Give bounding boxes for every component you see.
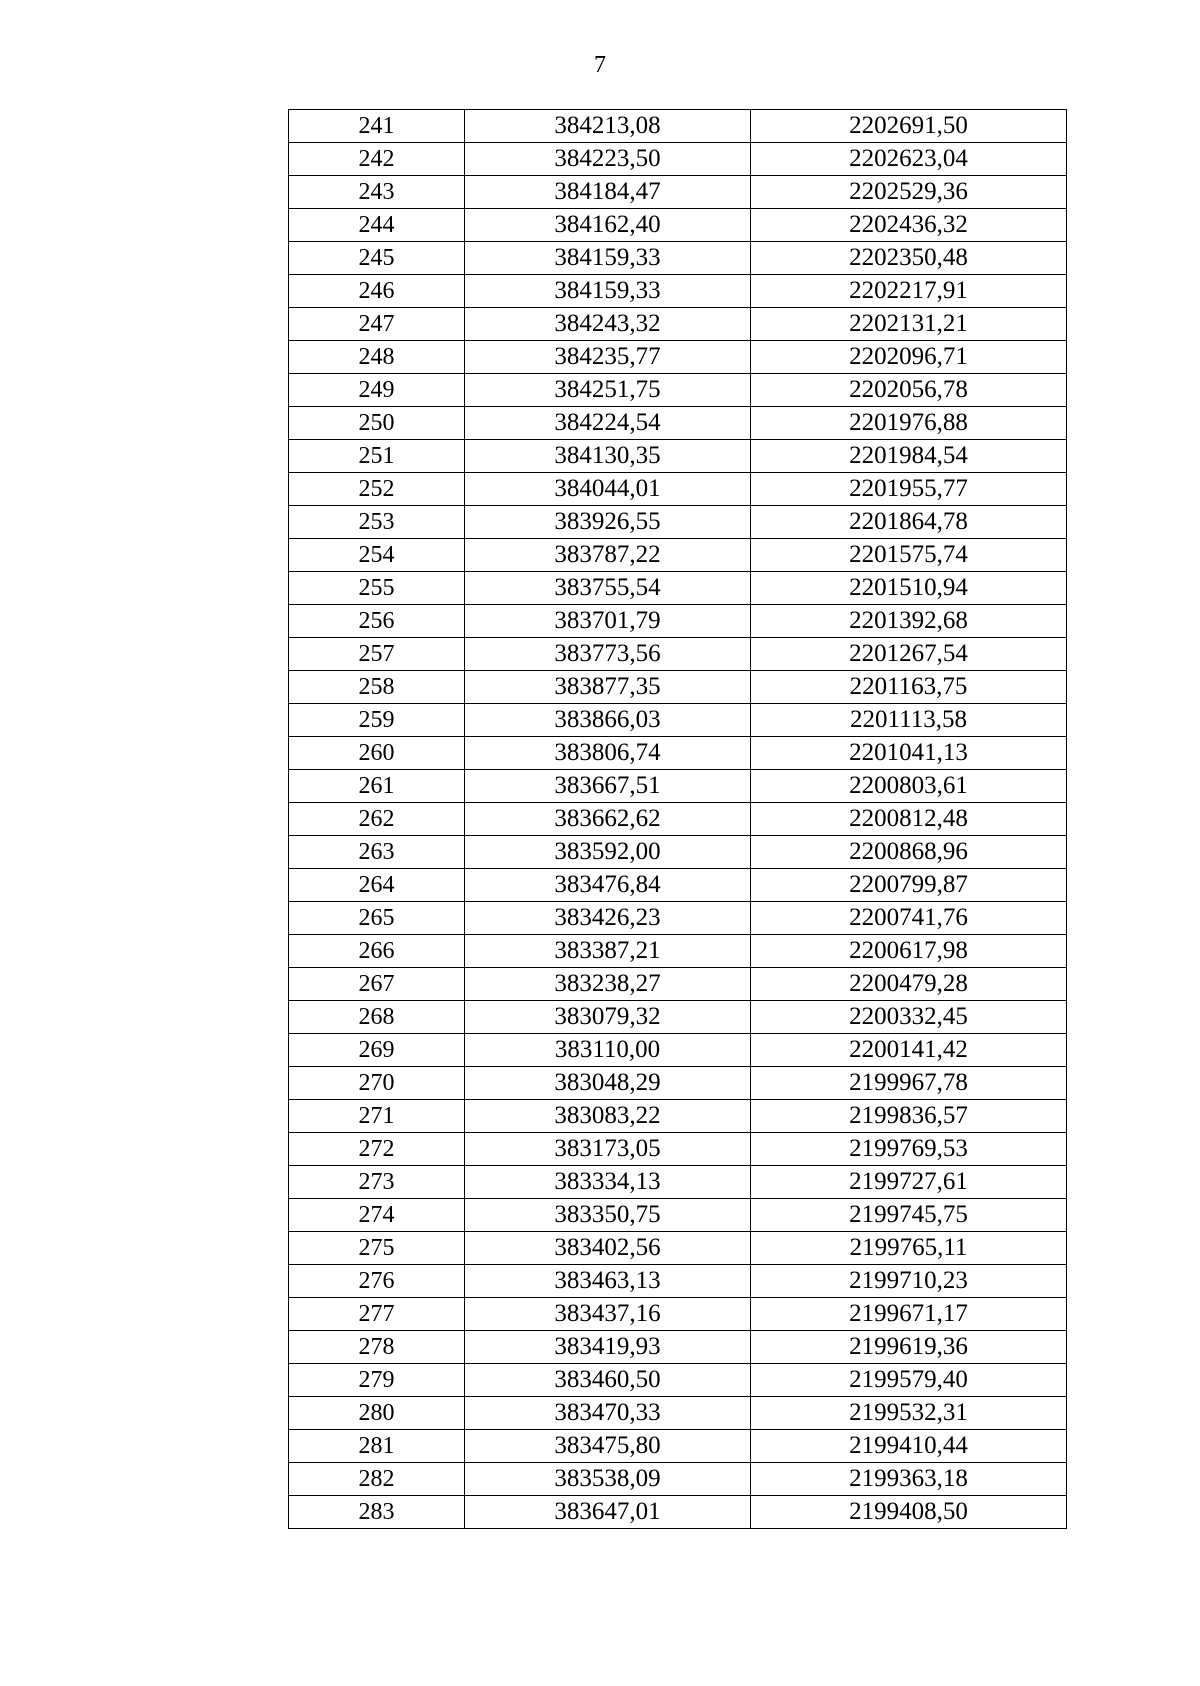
point-number-cell: 254 (289, 539, 465, 572)
x-coordinate-cell: 383755,54 (465, 572, 751, 605)
x-coordinate-cell: 383460,50 (465, 1364, 751, 1397)
y-coordinate-cell: 2202691,50 (751, 110, 1067, 143)
x-coordinate-cell: 384044,01 (465, 473, 751, 506)
x-coordinate-cell: 383926,55 (465, 506, 751, 539)
point-number-cell: 260 (289, 737, 465, 770)
coordinates-table (288, 109, 1067, 1529)
x-coordinate-cell: 384235,77 (465, 341, 751, 374)
table-row (289, 737, 1067, 770)
x-coordinate-cell: 384224,54 (465, 407, 751, 440)
y-coordinate-cell: 2201575,74 (751, 539, 1067, 572)
y-coordinate-cell: 2200332,45 (751, 1001, 1067, 1034)
y-coordinate-cell: 2199410,44 (751, 1430, 1067, 1463)
table-row (289, 1265, 1067, 1298)
point-number-cell: 275 (289, 1232, 465, 1265)
table-row (289, 1463, 1067, 1496)
point-number-cell: 269 (289, 1034, 465, 1067)
point-number-cell: 267 (289, 968, 465, 1001)
table-row (289, 935, 1067, 968)
table-row (289, 110, 1067, 143)
page-number: 7 (594, 52, 606, 78)
y-coordinate-cell: 2199408,50 (751, 1496, 1067, 1529)
table-row (289, 374, 1067, 407)
point-number-cell: 271 (289, 1100, 465, 1133)
table-row (289, 638, 1067, 671)
x-coordinate-cell: 383079,32 (465, 1001, 751, 1034)
x-coordinate-cell: 384223,50 (465, 143, 751, 176)
point-number-cell: 241 (289, 110, 465, 143)
table-row (289, 1397, 1067, 1430)
point-number-cell: 282 (289, 1463, 465, 1496)
point-number-cell: 263 (289, 836, 465, 869)
y-coordinate-cell: 2202056,78 (751, 374, 1067, 407)
y-coordinate-cell: 2202096,71 (751, 341, 1067, 374)
table-row (289, 869, 1067, 902)
table-row (289, 968, 1067, 1001)
point-number-cell: 276 (289, 1265, 465, 1298)
table-row (289, 671, 1067, 704)
table-row (289, 1430, 1067, 1463)
x-coordinate-cell: 383647,01 (465, 1496, 751, 1529)
table-row (289, 1496, 1067, 1529)
point-number-cell: 249 (289, 374, 465, 407)
x-coordinate-cell: 383387,21 (465, 935, 751, 968)
table-row (289, 242, 1067, 275)
x-coordinate-cell: 383238,27 (465, 968, 751, 1001)
x-coordinate-cell: 384243,32 (465, 308, 751, 341)
point-number-cell: 242 (289, 143, 465, 176)
x-coordinate-cell: 383476,84 (465, 869, 751, 902)
y-coordinate-cell: 2202131,21 (751, 308, 1067, 341)
x-coordinate-cell: 383787,22 (465, 539, 751, 572)
y-coordinate-cell: 2199727,61 (751, 1166, 1067, 1199)
table-row (289, 1166, 1067, 1199)
point-number-cell: 255 (289, 572, 465, 605)
x-coordinate-cell: 383877,35 (465, 671, 751, 704)
point-number-cell: 274 (289, 1199, 465, 1232)
point-number-cell: 278 (289, 1331, 465, 1364)
table-row (289, 176, 1067, 209)
point-number-cell: 246 (289, 275, 465, 308)
y-coordinate-cell: 2199579,40 (751, 1364, 1067, 1397)
point-number-cell: 264 (289, 869, 465, 902)
point-number-cell: 248 (289, 341, 465, 374)
coordinates-table-body (289, 110, 1067, 1529)
x-coordinate-cell: 384162,40 (465, 209, 751, 242)
x-coordinate-cell: 384213,08 (465, 110, 751, 143)
table-row (289, 209, 1067, 242)
table-row (289, 1232, 1067, 1265)
x-coordinate-cell: 383083,22 (465, 1100, 751, 1133)
y-coordinate-cell: 2201955,77 (751, 473, 1067, 506)
point-number-cell: 270 (289, 1067, 465, 1100)
point-number-cell: 251 (289, 440, 465, 473)
y-coordinate-cell: 2202217,91 (751, 275, 1067, 308)
x-coordinate-cell: 384159,33 (465, 242, 751, 275)
x-coordinate-cell: 384130,35 (465, 440, 751, 473)
y-coordinate-cell: 2201113,58 (751, 704, 1067, 737)
y-coordinate-cell: 2199532,31 (751, 1397, 1067, 1430)
point-number-cell: 265 (289, 902, 465, 935)
y-coordinate-cell: 2201976,88 (751, 407, 1067, 440)
point-number-cell: 272 (289, 1133, 465, 1166)
table-row (289, 1100, 1067, 1133)
y-coordinate-cell: 2199836,57 (751, 1100, 1067, 1133)
y-coordinate-cell: 2202529,36 (751, 176, 1067, 209)
table-row (289, 539, 1067, 572)
table-row (289, 1001, 1067, 1034)
table-row (289, 308, 1067, 341)
x-coordinate-cell: 383806,74 (465, 737, 751, 770)
y-coordinate-cell: 2200741,76 (751, 902, 1067, 935)
y-coordinate-cell: 2202350,48 (751, 242, 1067, 275)
x-coordinate-cell: 383350,75 (465, 1199, 751, 1232)
x-coordinate-cell: 383701,79 (465, 605, 751, 638)
table-row (289, 341, 1067, 374)
table-row (289, 1067, 1067, 1100)
table-row (289, 407, 1067, 440)
table-row (289, 1331, 1067, 1364)
y-coordinate-cell: 2200868,96 (751, 836, 1067, 869)
y-coordinate-cell: 2201041,13 (751, 737, 1067, 770)
y-coordinate-cell: 2200803,61 (751, 770, 1067, 803)
table-row (289, 803, 1067, 836)
x-coordinate-cell: 384159,33 (465, 275, 751, 308)
x-coordinate-cell: 383173,05 (465, 1133, 751, 1166)
table-row (289, 572, 1067, 605)
x-coordinate-cell: 383048,29 (465, 1067, 751, 1100)
point-number-cell: 257 (289, 638, 465, 671)
y-coordinate-cell: 2199710,23 (751, 1265, 1067, 1298)
point-number-cell: 262 (289, 803, 465, 836)
y-coordinate-cell: 2201392,68 (751, 605, 1067, 638)
point-number-cell: 250 (289, 407, 465, 440)
table-row (289, 902, 1067, 935)
x-coordinate-cell: 383463,13 (465, 1265, 751, 1298)
point-number-cell: 273 (289, 1166, 465, 1199)
y-coordinate-cell: 2201163,75 (751, 671, 1067, 704)
point-number-cell: 253 (289, 506, 465, 539)
table-row (289, 143, 1067, 176)
y-coordinate-cell: 2202436,32 (751, 209, 1067, 242)
y-coordinate-cell: 2200141,42 (751, 1034, 1067, 1067)
y-coordinate-cell: 2199765,11 (751, 1232, 1067, 1265)
point-number-cell: 277 (289, 1298, 465, 1331)
x-coordinate-cell: 383470,33 (465, 1397, 751, 1430)
point-number-cell: 279 (289, 1364, 465, 1397)
y-coordinate-cell: 2199769,53 (751, 1133, 1067, 1166)
y-coordinate-cell: 2199619,36 (751, 1331, 1067, 1364)
table-row (289, 836, 1067, 869)
x-coordinate-cell: 383110,00 (465, 1034, 751, 1067)
table-row (289, 1199, 1067, 1232)
point-number-cell: 252 (289, 473, 465, 506)
y-coordinate-cell: 2201984,54 (751, 440, 1067, 473)
point-number-cell: 258 (289, 671, 465, 704)
table-row (289, 770, 1067, 803)
y-coordinate-cell: 2200812,48 (751, 803, 1067, 836)
x-coordinate-cell: 383773,56 (465, 638, 751, 671)
y-coordinate-cell: 2201510,94 (751, 572, 1067, 605)
point-number-cell: 281 (289, 1430, 465, 1463)
table-row (289, 473, 1067, 506)
y-coordinate-cell: 2199363,18 (751, 1463, 1067, 1496)
x-coordinate-cell: 383592,00 (465, 836, 751, 869)
point-number-cell: 261 (289, 770, 465, 803)
table-row (289, 704, 1067, 737)
y-coordinate-cell: 2200617,98 (751, 935, 1067, 968)
y-coordinate-cell: 2200799,87 (751, 869, 1067, 902)
x-coordinate-cell: 383667,51 (465, 770, 751, 803)
y-coordinate-cell: 2199967,78 (751, 1067, 1067, 1100)
x-coordinate-cell: 383334,13 (465, 1166, 751, 1199)
table-row (289, 1034, 1067, 1067)
table-row (289, 605, 1067, 638)
point-number-cell: 243 (289, 176, 465, 209)
x-coordinate-cell: 383662,62 (465, 803, 751, 836)
point-number-cell: 283 (289, 1496, 465, 1529)
point-number-cell: 266 (289, 935, 465, 968)
point-number-cell: 256 (289, 605, 465, 638)
x-coordinate-cell: 383538,09 (465, 1463, 751, 1496)
x-coordinate-cell: 383402,56 (465, 1232, 751, 1265)
x-coordinate-cell: 383475,80 (465, 1430, 751, 1463)
table-row (289, 1298, 1067, 1331)
x-coordinate-cell: 383437,16 (465, 1298, 751, 1331)
y-coordinate-cell: 2202623,04 (751, 143, 1067, 176)
y-coordinate-cell: 2201864,78 (751, 506, 1067, 539)
x-coordinate-cell: 384251,75 (465, 374, 751, 407)
y-coordinate-cell: 2201267,54 (751, 638, 1067, 671)
point-number-cell: 259 (289, 704, 465, 737)
point-number-cell: 244 (289, 209, 465, 242)
table-row (289, 440, 1067, 473)
x-coordinate-cell: 384184,47 (465, 176, 751, 209)
point-number-cell: 280 (289, 1397, 465, 1430)
y-coordinate-cell: 2199745,75 (751, 1199, 1067, 1232)
table-row (289, 1133, 1067, 1166)
table-row (289, 506, 1067, 539)
y-coordinate-cell: 2199671,17 (751, 1298, 1067, 1331)
table-row (289, 275, 1067, 308)
x-coordinate-cell: 383866,03 (465, 704, 751, 737)
x-coordinate-cell: 383426,23 (465, 902, 751, 935)
point-number-cell: 245 (289, 242, 465, 275)
table-row (289, 1364, 1067, 1397)
y-coordinate-cell: 2200479,28 (751, 968, 1067, 1001)
point-number-cell: 247 (289, 308, 465, 341)
x-coordinate-cell: 383419,93 (465, 1331, 751, 1364)
point-number-cell: 268 (289, 1001, 465, 1034)
